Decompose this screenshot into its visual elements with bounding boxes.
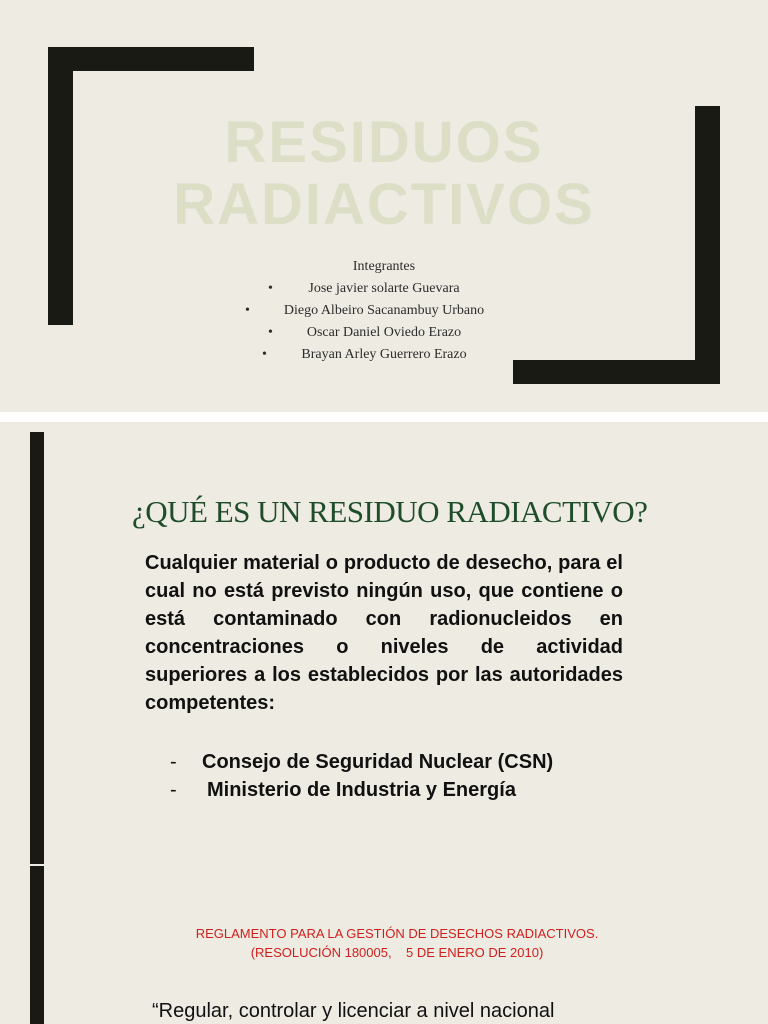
bullet-icon: • (268, 325, 273, 340)
regulation-line-1: REGLAMENTO PARA LA GESTIÓN DE DESECHOS RADIACTIVOS. (195, 926, 599, 941)
definition-paragraph: Cualquier material o producto de desecho, para el cual no está previsto ningún uso, que contiene o está contaminado con radionucleidos en concentraciones o niveles de actividad superiores a los establecidos por las autoridades competentes: (145, 552, 623, 714)
regulation-line-2: (RESOLUCIÓN 180005, 5 DE ENERO DE 2010) (250, 945, 544, 960)
members-heading: Integrantes (352, 259, 416, 274)
dash-bullet: - (170, 751, 177, 773)
members-block (200, 256, 568, 366)
member-item (200, 300, 568, 322)
authority-item (170, 776, 630, 804)
slide-heading: ¿QUÉ ES UN RESIDUO RADIACTIVO? (132, 494, 648, 529)
dash-bullet: - (170, 779, 177, 801)
member-name: Brayan Arley Guerrero Erazo (301, 347, 467, 362)
title-line-2: RADIACTIVOS (173, 172, 595, 237)
authority-name: Ministerio de Industria y Energía (207, 779, 516, 801)
bullet-icon: • (245, 303, 250, 318)
member-item (200, 322, 568, 344)
bullet-icon: • (262, 347, 267, 362)
authorities-list (170, 748, 630, 804)
authority-item (170, 748, 630, 776)
quote-text: “Regular, controlar y licenciar a nivel nacional (152, 1000, 555, 1022)
title-line-1: RESIDUOS (224, 110, 544, 175)
regulation-note (140, 924, 654, 962)
member-item (200, 278, 568, 300)
frame-top-left-vertical (48, 47, 73, 325)
left-accent-bar (30, 432, 44, 864)
authority-name: Consejo de Seguridad Nuclear (CSN) (202, 751, 554, 773)
slide-title (120, 112, 648, 236)
frame-top-left-horizontal (48, 47, 254, 71)
member-name: Oscar Daniel Oviedo Erazo (306, 325, 462, 340)
frame-bottom-right-vertical (695, 106, 720, 384)
member-name: Diego Albeiro Sacanambuy Urbano (283, 303, 485, 318)
left-accent-bar-lower (30, 866, 44, 1024)
slide-divider (0, 412, 768, 422)
bullet-icon: • (268, 281, 273, 296)
member-name: Jose javier solarte Guevara (308, 281, 460, 296)
member-item (200, 344, 568, 366)
members-list (200, 278, 568, 366)
